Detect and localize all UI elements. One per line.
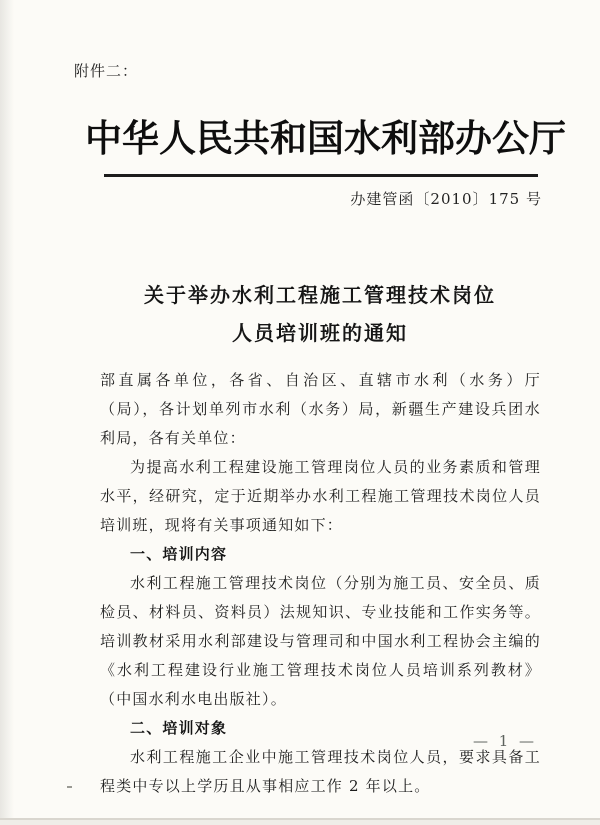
section2-paragraph: 水利工程施工企业中施工管理技术岗位人员，要求具备工程类中专以上学历且从事相应工作 2 年以上。 xyxy=(100,748,541,795)
section2-heading: 二、培训对象 xyxy=(130,719,228,737)
section1-paragraph: 水利工程施工管理技术岗位（分别为施工员、安全员、质检员、材料员、资料员）法规知识、专业技能和工作实务等。培训教材采用水利部建设与管理司和中国水利工程协会主编的《水利工程建设行业施工管理技术岗位人员培训系列教材》（中国水利水电出版社）。 xyxy=(100,574,541,708)
issuing-agency-masthead: 中华人民共和国水利部办公厅 xyxy=(85,116,566,160)
masthead-divider xyxy=(104,174,538,177)
page-number: — 1 — xyxy=(472,732,538,750)
scan-edge-bottom xyxy=(0,818,600,825)
notice-title xyxy=(40,276,600,352)
salutation-paragraph: 部直属各单位，各省、自治区、直辖市水利（水务）厅（局），各计划单列市水利（水务）局，新疆生产建设兵团水利局，各有关单位： xyxy=(100,371,541,447)
notice-title-line2: 人员培训班的通知 xyxy=(232,321,408,345)
scan-edge-left xyxy=(0,0,14,825)
scan-speckle xyxy=(67,786,72,788)
document-reference-number: 办建管函〔2010〕175 号 xyxy=(350,190,542,208)
attachment-label: 附件二： xyxy=(74,62,139,80)
section1-heading: 一、培训内容 xyxy=(130,545,228,563)
intro-paragraph: 为提高水利工程建设施工管理岗位人员的业务素质和管理水平，经研究，定于近期举办水利工程施工管理技术岗位人员培训班，现将有关事项通知如下： xyxy=(100,458,541,534)
notice-title-line1: 关于举办水利工程施工管理技术岗位 xyxy=(144,283,496,307)
